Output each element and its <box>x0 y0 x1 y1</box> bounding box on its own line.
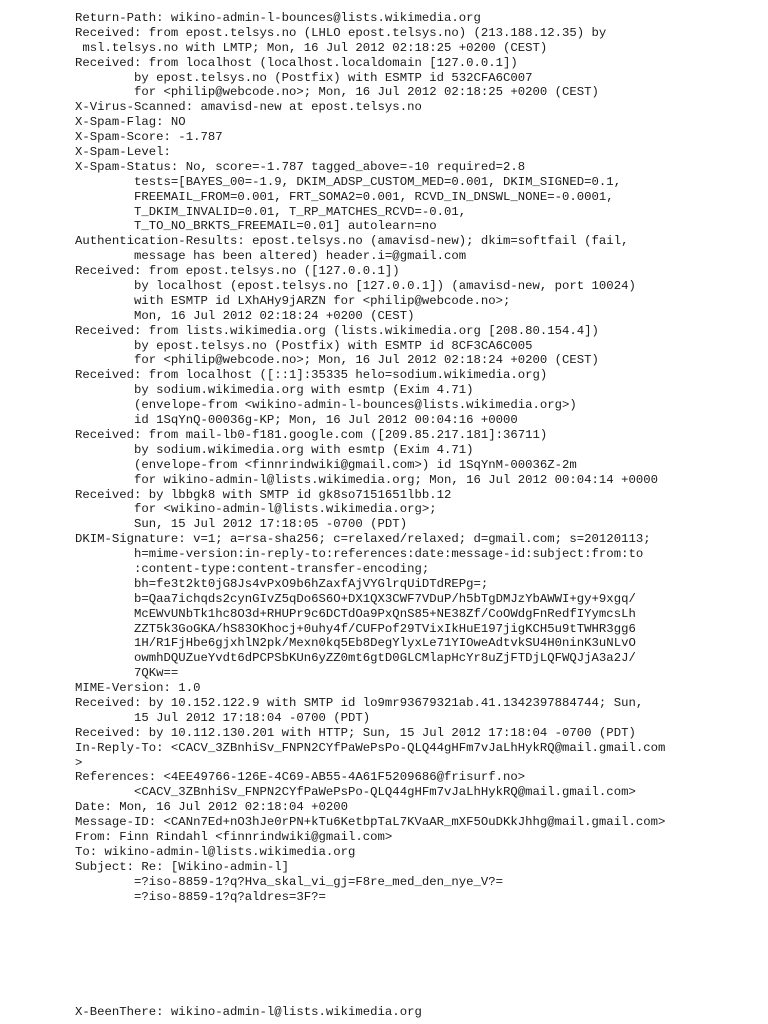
header-line-x-spam-status-cont: T_TO_NO_BRKTS_FREEMAIL=0.01] autolearn=no <box>75 219 437 234</box>
header-line-to: To: wikino-admin-l@lists.wikimedia.org <box>75 844 356 859</box>
header-line-in-reply-to: In-Reply-To: <CACV_3ZBnhiSv_FNPN2CYfPaWePsPo-QLQ44gHFm7vJaLhHykRQ@mail.gmail.com <box>75 740 666 755</box>
header-line-dkim-signature-cont: 1H/R1FjHbe6gjxhlN2pk/Mexn0kq5Eb8DegYlyxLe71YIOweAdtvkSU4H0ninK3uNLvO <box>75 636 636 651</box>
header-line-received-cont: Sun, 15 Jul 2012 17:18:05 -0700 (PDT) <box>75 517 408 532</box>
header-line-received-cont: with ESMTP id LXhAHy9jARZN for <philip@webcode.no>; <box>75 293 511 308</box>
header-line-received: Received: by 10.112.130.201 with HTTP; Sun, 15 Jul 2012 17:18:04 -0700 (PDT) <box>75 725 636 740</box>
header-line-received-cont: msl.telsys.no with LMTP; Mon, 16 Jul 2012 02:18:25 +0200 (CEST) <box>75 40 548 55</box>
header-line-received-cont: by sodium.wikimedia.org with esmtp (Exim 4.71) <box>75 383 474 398</box>
header-line-dkim-signature-cont: :content-type:content-transfer-encoding; <box>75 561 430 576</box>
header-line-x-spam-status-cont: tests=[BAYES_00=-1.9, DKIM_ADSP_CUSTOM_MED=0.001, DKIM_SIGNED=0.1, <box>75 174 622 189</box>
header-line-dkim-signature: DKIM-Signature: v=1; a=rsa-sha256; c=relaxed/relaxed; d=gmail.com; s=20120113; <box>75 532 651 547</box>
header-line-received: Received: from lists.wikimedia.org (lists.wikimedia.org [208.80.154.4]) <box>75 323 599 338</box>
header-line-received-cont: for wikino-admin-l@lists.wikimedia.org; Mon, 16 Jul 2012 00:04:14 +0000 <box>75 472 658 487</box>
header-line-received-cont: by epost.telsys.no (Postfix) with ESMTP id 532CFA6C007 <box>75 70 533 85</box>
header-line-references-cont: <CACV_3ZBnhiSv_FNPN2CYfPaWePsPo-QLQ44gHFm7vJaLhHykRQ@mail.gmail.com> <box>75 785 636 800</box>
header-line-received-cont: for <philip@webcode.no>; Mon, 16 Jul 2012 02:18:24 +0200 (CEST) <box>75 353 599 368</box>
header-line-received: Received: by lbbgk8 with SMTP id gk8so7151651lbb.12 <box>75 487 452 502</box>
header-line-x-spam-level: X-Spam-Level: <box>75 145 171 160</box>
email-header-block <box>75 11 665 904</box>
header-line-x-virus-scanned: X-Virus-Scanned: amavisd-new at epost.telsys.no <box>75 100 422 115</box>
header-line-received-cont: for <philip@webcode.no>; Mon, 16 Jul 2012 02:18:25 +0200 (CEST) <box>75 85 599 100</box>
header-line-received-cont: for <wikino-admin-l@lists.wikimedia.org>; <box>75 502 437 517</box>
header-line-received: Received: from epost.telsys.no ([127.0.0.1]) <box>75 264 400 279</box>
header-line-received: Received: from localhost ([::1]:35335 helo=sodium.wikimedia.org) <box>75 368 548 383</box>
header-line-x-spam-status-cont: T_DKIM_INVALID=0.01, T_RP_MATCHES_RCVD=-0.01, <box>75 204 467 219</box>
header-line-return-path: Return-Path: wikino-admin-l-bounces@lists.wikimedia.org <box>75 11 481 25</box>
header-line-x-spam-score: X-Spam-Score: -1.787 <box>75 130 223 145</box>
header-line-authentication-results-cont: message has been altered) header.i=@gmail.com <box>75 249 467 264</box>
header-line-received-cont: 15 Jul 2012 17:18:04 -0700 (PDT) <box>75 710 371 725</box>
header-line-x-spam-flag: X-Spam-Flag: NO <box>75 115 186 130</box>
header-line-message-id: Message-ID: <CANn7Ed+nO3hJe0rPN+kTu6KetbpTaL7KVaAR_mXF5OuDKkJhhg@mail.gmail.com> <box>75 815 666 830</box>
header-line-x-spam-status: X-Spam-Status: No, score=-1.787 tagged_above=-10 required=2.8 <box>75 159 526 174</box>
header-line-from: From: Finn Rindahl <finnrindwiki@gmail.com> <box>75 829 393 844</box>
header-line-dkim-signature-cont: h=mime-version:in-reply-to:references:date:message-id:subject:from:to <box>75 547 644 562</box>
header-line-received: Received: from mail-lb0-f181.google.com ([209.85.217.181]:36711) <box>75 427 548 442</box>
header-line-dkim-signature-cont: b=Qaa7ichqds2cynGIvZ5qDo6S6O+DX1QX3CWF7VDuP/h5bTgDMJzYbAWWI+gy+9xgq/ <box>75 591 636 606</box>
header-line-subject-cont: =?iso-8859-1?q?Hva_skal_vi_gj=F8re_med_den_nye_V?= <box>75 874 504 889</box>
header-line-received-cont: by sodium.wikimedia.org with esmtp (Exim 4.71) <box>75 442 474 457</box>
header-line-dkim-signature-cont: bh=fe3t2kt0jG8Js4vPxO9b6hZaxfAjVYGlrqUiDTdREPg=; <box>75 576 489 591</box>
header-line-received: Received: by 10.152.122.9 with SMTP id lo9mr93679321ab.41.1342397884744; Sun, <box>75 695 644 710</box>
header-line-x-spam-status-cont: FREEMAIL_FROM=0.001, FRT_SOMA2=0.001, RCVD_IN_DNSWL_NONE=-0.0001, <box>75 189 614 204</box>
header-line-dkim-signature-cont: owmhDQUZueYvdt6dPCPSbKUn6yZZ0mt6gtD0GLCMlapHcYr8uZjFTDjLQFWQJjA3a2J/ <box>75 651 636 666</box>
header-line-received-cont: id 1SqYnQ-00036g-KP; Mon, 16 Jul 2012 00:04:16 +0000 <box>75 413 518 428</box>
header-line-dkim-signature-cont: McEWvUNbTk1hc8O3d+RHUPr9c6DCTdOa9PxQnS85+NE38Zf/CoOWdgFnRedfIYymcsLh <box>75 606 636 621</box>
header-line-authentication-results: Authentication-Results: epost.telsys.no (amavisd-new); dkim=softfail (fail, <box>75 234 629 249</box>
header-line-subject-cont: =?iso-8859-1?q?aldres=3F?= <box>75 889 326 904</box>
header-line-subject: Subject: Re: [Wikino-admin-l] <box>75 859 290 874</box>
header-line-dkim-signature-cont: ZZT5k3GoGKA/hS83OKhocj+0uhy4f/CUFPof29TVixIkHuE197jigKCH5u9tTWHR3gg6 <box>75 621 636 636</box>
header-line-received-cont: by localhost (epost.telsys.no [127.0.0.1]) (amavisd-new, port 10024) <box>75 279 636 294</box>
header-line-received: Received: from epost.telsys.no (LHLO epost.telsys.no) (213.188.12.35) by <box>75 25 607 40</box>
header-line-x-beenthere: X-BeenThere: wikino-admin-l@lists.wikimedia.org <box>75 1005 422 1019</box>
header-line-references: References: <4EE49766-126E-4C69-AB55-4A61F5209686@frisurf.no> <box>75 770 526 785</box>
header-line-mime-version: MIME-Version: 1.0 <box>75 681 201 696</box>
header-line-date: Date: Mon, 16 Jul 2012 02:18:04 +0200 <box>75 800 349 815</box>
header-line-received-cont: (envelope-from <wikino-admin-l-bounces@lists.wikimedia.org>) <box>75 398 577 413</box>
header-line-in-reply-to-cont: > <box>75 755 83 770</box>
header-line-received-cont: by epost.telsys.no (Postfix) with ESMTP id 8CF3CA6C005 <box>75 338 533 353</box>
header-line-received-cont: Mon, 16 Jul 2012 02:18:24 +0200 (CEST) <box>75 308 415 323</box>
header-line-dkim-signature-cont: 7QKw== <box>75 666 179 681</box>
header-line-received: Received: from localhost (localhost.localdomain [127.0.0.1]) <box>75 55 518 70</box>
header-line-received-cont: (envelope-from <finnrindwiki@gmail.com>) id 1SqYnM-00036Z-2m <box>75 457 577 472</box>
